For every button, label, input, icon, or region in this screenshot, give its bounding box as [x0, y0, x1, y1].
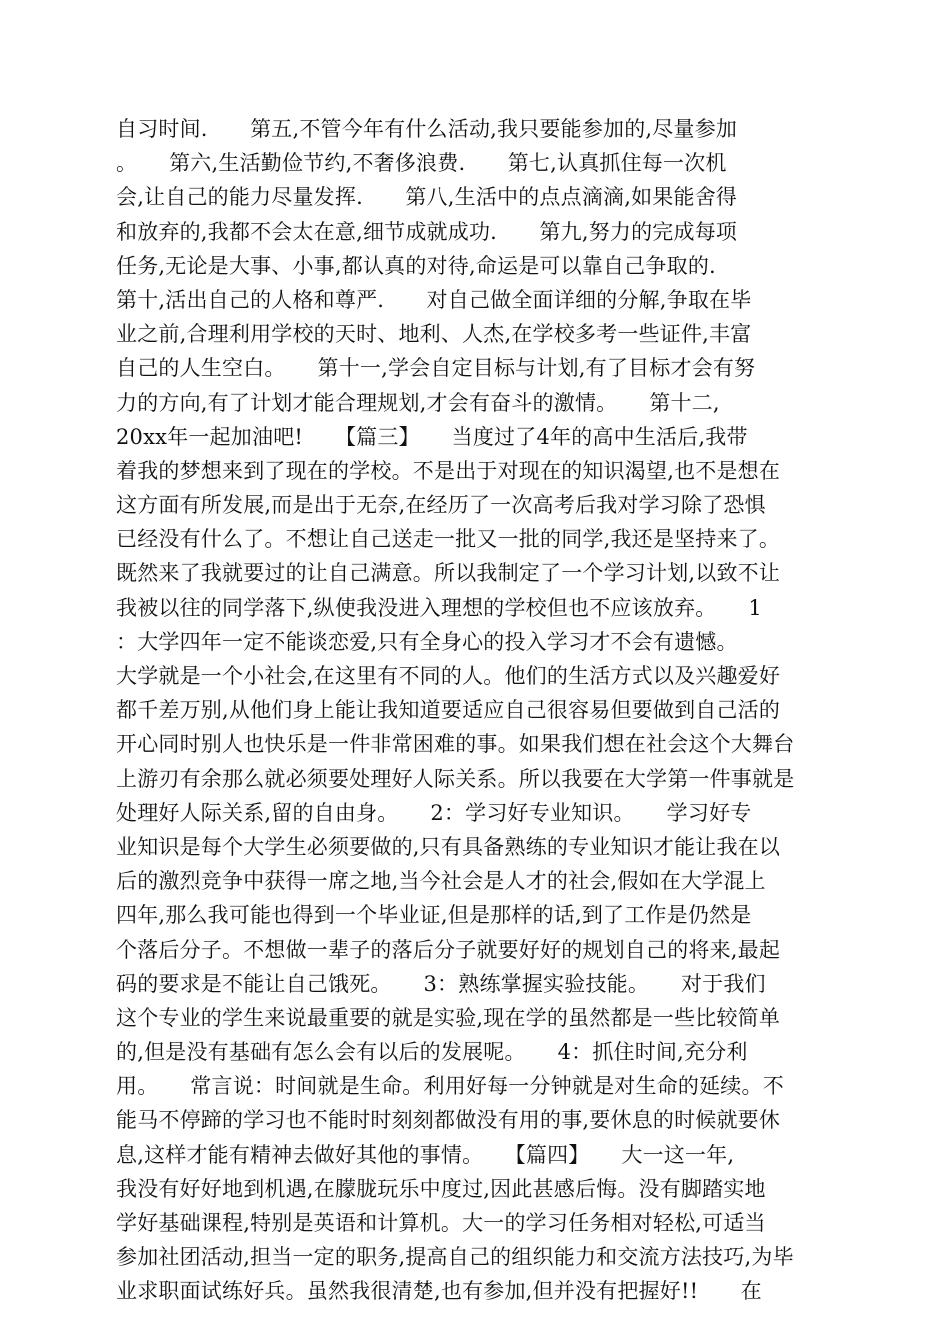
text-line: 处理好人际关系,留的自由身。 2：学习好专业知识。 学习好专: [116, 800, 752, 825]
text-line: 大学就是一个小社会,在这里有不同的人。他们的生活方式以及兴趣爱好: [116, 664, 781, 688]
text-line: 开心同时别人也快乐是一件非常困难的事。如果我们想在社会这个大舞台: [116, 732, 795, 757]
text-line: 后的激烈竞争中获得一席之地,当今社会是人才的社会,假如在大学混上: [116, 869, 766, 894]
text-line: 任务,无论是大事、小事,都认真的对待,命运是可以靠自己争取的.: [116, 253, 716, 278]
text-line: 力的方向,有了计划才能合理规划,才会有奋斗的激情。 第十二,: [116, 390, 720, 415]
text-line: 能马不停蹄的学习也不能时时刻刻都做没有用的事,要休息的时候就要休: [116, 1108, 781, 1133]
text-line: 自己的人生空白。 第十一,学会自定目标与计划,有了目标才会有努: [116, 356, 756, 381]
text-line: 我被以往的同学落下,纵使我没进入理想的学校但也不应该放弃。 1: [116, 595, 762, 620]
text-line: 息,这样才能有精神去做好其他的事情。 【篇四】 大一这一年,: [116, 1142, 735, 1167]
text-line: 都千差万别,从他们身上能让我知道要适应自己很容易但要做到自己活的: [116, 698, 781, 723]
text-line: 我没有好好地到机遇,在朦胧玩乐中度过,因此甚感后悔。没有脚踏实地: [116, 1176, 766, 1201]
text-line: 个落后分子。不想做一辈子的落后分子就要好好的规划自己的将来,最起: [116, 937, 781, 962]
text-line: 已经没有什么了。不想让自己送走一批又一批的同学,我还是坚持来了。: [116, 527, 781, 552]
text-line: ：大学四年一定不能谈恋爱,只有全身心的投入学习才不会有遗憾。: [116, 629, 738, 654]
text-line: 第十,活出自己的人格和尊严. 对自己做全面详细的分解,争取在毕: [116, 287, 752, 312]
text-line: 上游刃有余那么就必须要处理好人际关系。所以我要在大学第一件事就是: [116, 766, 795, 791]
text-line: 自习时间. 第五,不管今年有什么活动,我只要能参加的,尽量参加: [116, 117, 738, 141]
body-text: [116, 112, 836, 1309]
text-line: 参加社团活动,担当一定的职务,提高自己的组织能力和交流方法技巧,为毕: [116, 1245, 794, 1270]
text-line: 这个专业的学生来说最重要的就是实验,现在学的虽然都是一些比较简单: [116, 1005, 781, 1030]
text-line: 业求职面试练好兵。虽然我很清楚,也有参加,但并没有把握好!! 在: [116, 1279, 762, 1304]
text-line: 这方面有所发展,而是出于无奈,在经历了一次高考后我对学习除了恐惧: [116, 493, 766, 518]
text-line: 用。 常言说：时间就是生命。利用好每一分钟就是对生命的延续。不: [116, 1074, 784, 1099]
text-line: 学好基础课程,特别是英语和计算机。大一的学习任务相对轻松,可适当: [116, 1211, 766, 1235]
text-line: 既然来了我就要过的让自己满意。所以我制定了一个学习计划,以致不让: [116, 561, 781, 586]
text-line: 业知识是每个大学生必须要做的,只有具备熟练的专业知识才能让我在以: [116, 834, 781, 859]
text-line: 的,但是没有基础有怎么会有以后的发展呢。 4：抓住时间,充分利: [116, 1040, 748, 1065]
text-line: 着我的梦想来到了现在的学校。不是出于对现在的知识渴望,也不是想在: [116, 458, 781, 483]
text-line: 码的要求是不能让自己饿死。 3：熟练掌握实验技能。 对于我们: [116, 971, 766, 996]
text-line: 。 第六,生活勤俭节约,不奢侈浪费. 第七,认真抓住每一次机: [116, 151, 727, 176]
text-line: 业之前,合理利用学校的天时、地利、人杰,在学校多考一些证件,丰富: [116, 322, 752, 347]
text-line: 和放弃的,我都不会太在意,细节成就成功. 第九,努力的完成每项: [116, 219, 738, 244]
text-line: 会,让自己的能力尽量发挥. 第八,生活中的点点滴滴,如果能舍得: [116, 185, 738, 210]
text-line: 四年,那么我可能也得到一个毕业证,但是那样的话,到了工作是仍然是: [116, 903, 752, 928]
text-line: 20xx年一起加油吧! 【篇三】 当度过了4年的高中生活后,我带: [116, 424, 748, 449]
